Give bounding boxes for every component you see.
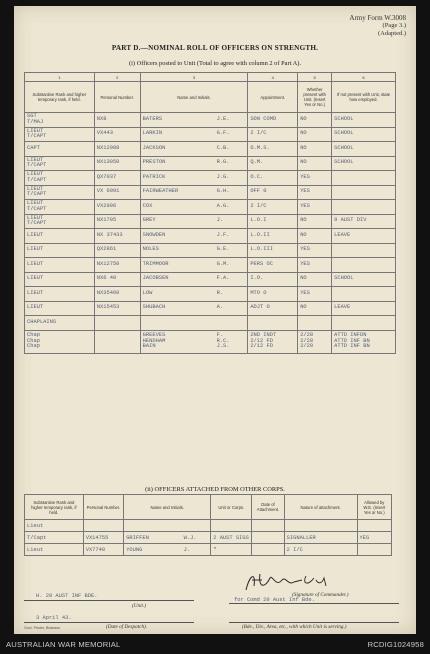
- table-cell: NX6 40: [94, 272, 140, 287]
- table-cell: SCHOOL: [332, 113, 396, 128]
- officer-initials: J.G.: [216, 173, 230, 180]
- table-row: [25, 316, 396, 331]
- table-cell: YES: [298, 171, 332, 186]
- table-row: [25, 142, 396, 157]
- column-header-number: Personal Number.: [94, 82, 140, 113]
- table-row: [25, 287, 396, 302]
- where-serving-label: (Bde., Div., Area, etc., with which Unit is serving.): [242, 624, 347, 630]
- footer-archive-name: AUSTRALIAN WAR MEMORIAL: [6, 640, 121, 649]
- table-cell: VX7740: [83, 544, 123, 556]
- section-heading-posted: (i) Officers posted to Unit (Total to agree with column 2 of Part A).: [129, 60, 301, 67]
- officers-table-body: [25, 113, 396, 354]
- column-header-row: [25, 495, 392, 520]
- footer-record-id: RCDIG1024958: [367, 640, 424, 649]
- officer-name: GREY: [142, 217, 156, 224]
- table-cell: T/Capt: [25, 532, 84, 544]
- table-row: [25, 156, 396, 171]
- officer-initials: J.: [216, 217, 224, 224]
- table-cell: LEAVE: [332, 301, 396, 316]
- column-header-rank: Substantive Rank and higher temporary rank, if held.: [25, 82, 95, 113]
- table-cell: [332, 316, 396, 331]
- page-title: PART D.—NOMINAL ROLL OF OFFICERS ON STRENGTH.: [111, 44, 319, 52]
- column-header-row: [25, 82, 396, 113]
- column-number: 1: [25, 73, 95, 82]
- table-row: [25, 272, 396, 287]
- table-cell: [140, 272, 248, 287]
- table-cell: [140, 301, 248, 316]
- table-cell: [248, 316, 298, 331]
- table-cell: MTO O: [248, 287, 298, 302]
- table-row: [25, 258, 396, 273]
- table-cell: NX1795: [94, 214, 140, 229]
- table-cell: [357, 520, 391, 532]
- table-cell: NX12088: [94, 142, 140, 157]
- table-cell: NX35460: [94, 287, 140, 302]
- table-row: [25, 532, 392, 544]
- table-cell: NX12750: [94, 258, 140, 273]
- officer-name: BATERS: [142, 115, 163, 122]
- attached-table-body: [25, 520, 392, 556]
- table-cell: O.M.S.: [248, 142, 298, 157]
- table-cell: [140, 316, 248, 331]
- table-cell: YES: [298, 258, 332, 273]
- officer-name: SNOWDEN: [142, 231, 166, 238]
- column-number: 6: [332, 73, 396, 82]
- table-cell: O.C.: [248, 171, 298, 186]
- table-cell: Chap Chap Chap: [25, 330, 95, 353]
- officer-initials: F. R.C. J.S.: [216, 332, 230, 350]
- table-cell: [332, 200, 396, 215]
- column-header-employed: If not present with Unit, state how employed.: [332, 82, 396, 113]
- column-header-number: Personal Number.: [83, 495, 123, 520]
- table-cell: NO: [298, 142, 332, 157]
- table-cell: I.O.: [248, 272, 298, 287]
- officer-initials: G.F.: [216, 130, 230, 137]
- table-cell: NX13050: [94, 156, 140, 171]
- table-row: [25, 229, 396, 244]
- officer-name: LARKIN: [142, 130, 163, 137]
- table-cell: SIGNALLER: [284, 532, 357, 544]
- table-cell: L.O.III: [248, 243, 298, 258]
- form-page: [14, 6, 416, 634]
- column-number: 4: [248, 73, 298, 82]
- column-header-nature: Nature of attachment.: [284, 495, 357, 520]
- table-cell: Lieut: [25, 520, 84, 532]
- officer-name: TRIMMOOR: [142, 260, 169, 267]
- table-cell: NX15453: [94, 301, 140, 316]
- table-cell: [332, 258, 396, 273]
- table-cell: [284, 520, 357, 532]
- table-cell: YES: [298, 287, 332, 302]
- column-header-present: Whether present with Unit. (Insert Yes or No.): [298, 82, 332, 113]
- table-cell: QX2861: [94, 243, 140, 258]
- table-cell: NO: [298, 156, 332, 171]
- table-cell: NX 37433: [94, 229, 140, 244]
- officer-name: SHUBACH: [142, 304, 166, 311]
- table-cell: [124, 520, 211, 532]
- attached-officers-table: [24, 494, 392, 556]
- table-cell: [140, 258, 248, 273]
- table-cell: SON COMD: [248, 113, 298, 128]
- officer-name: FAIRWEATHER: [142, 188, 179, 195]
- table-cell: 2 I/C: [248, 127, 298, 142]
- table-cell: SCHOOL: [332, 156, 396, 171]
- column-header-date: Date of Attachment.: [252, 495, 284, 520]
- column-number: 2: [94, 73, 140, 82]
- table-cell: SCHOOL: [332, 142, 396, 157]
- table-cell: L.O.I: [248, 214, 298, 229]
- table-cell: Q.M.: [248, 156, 298, 171]
- table-cell: SCHOOL: [332, 127, 396, 142]
- table-row: [25, 127, 396, 142]
- table-cell: 2 I/C: [284, 544, 357, 556]
- table-cell: Lieut: [25, 544, 84, 556]
- table-cell: VX2006: [94, 200, 140, 215]
- table-cell: ATTD INFDN ATTD INF BN ATTD INF BN: [332, 330, 396, 353]
- commander-value: for Comd 20 Aust Inf Bde.: [234, 597, 315, 603]
- table-cell: [140, 171, 248, 186]
- officers-on-strength-table: [24, 72, 396, 354]
- table-cell: VX443: [94, 127, 140, 142]
- table-row: [25, 330, 396, 353]
- officer-name: YOUNG: [126, 546, 143, 553]
- table-cell: NO: [298, 301, 332, 316]
- unit-label: (Unit.): [132, 603, 146, 609]
- officer-name: GREEVES HENDHAM BAIN: [142, 332, 166, 350]
- table-cell: [140, 113, 248, 128]
- table-cell: CAPT: [25, 142, 95, 157]
- table-cell: PERS OC: [248, 258, 298, 273]
- column-header-name: Name and Initials.: [140, 82, 248, 113]
- table-cell: ADJT O: [248, 301, 298, 316]
- officer-name: NOLES: [142, 246, 159, 253]
- officer-name: LOW: [142, 289, 153, 296]
- table-cell: VX 6091: [94, 185, 140, 200]
- table-cell: OFF 0: [248, 185, 298, 200]
- table-cell: YES: [298, 200, 332, 215]
- table-cell: [140, 243, 248, 258]
- column-header-rank: Substantive Rank and higher temporary rank, if held.: [25, 495, 84, 520]
- table-cell: [94, 330, 140, 353]
- table-cell: 2ND INDT 2/12 FD 2/12 FD: [248, 330, 298, 353]
- officer-initials: R.G.: [216, 159, 230, 166]
- table-row: [25, 544, 392, 556]
- table-row: [25, 243, 396, 258]
- despatch-date-label: (Date of Despatch).: [106, 624, 148, 630]
- table-cell: [140, 142, 248, 157]
- table-cell: [140, 229, 248, 244]
- officer-name: COX: [142, 202, 153, 209]
- table-cell: LIEUT T/CAPT: [25, 156, 95, 171]
- column-number: 5: [298, 73, 332, 82]
- table-cell: LIEUT: [25, 229, 95, 244]
- table-cell: 2 AUST SIGS: [211, 532, 252, 544]
- officer-name: PATRICK: [142, 173, 166, 180]
- table-cell: LIEUT T/CAPT: [25, 127, 95, 142]
- unit-line: [24, 600, 194, 601]
- table-cell: [332, 287, 396, 302]
- officer-initials: W.J.: [183, 534, 197, 541]
- table-cell: [332, 171, 396, 186]
- officer-initials: G.H.: [216, 188, 230, 195]
- table-cell: [124, 544, 211, 556]
- officer-initials: G.M.: [216, 260, 230, 267]
- table-cell: [94, 316, 140, 331]
- table-cell: [332, 185, 396, 200]
- table-cell: [332, 243, 396, 258]
- officer-name: JACKSON: [142, 144, 166, 151]
- table-cell: [140, 127, 248, 142]
- table-cell: VX14755: [83, 532, 123, 544]
- table-cell: NO: [298, 113, 332, 128]
- table-cell: LIEUT: [25, 287, 95, 302]
- table-cell: NX8: [94, 113, 140, 128]
- table-cell: [140, 287, 248, 302]
- section-heading-attached: (ii) OFFICERS ATTACHED FROM OTHER CORPS.: [145, 486, 285, 493]
- table-cell: LEAVE: [332, 229, 396, 244]
- table-cell: [252, 544, 284, 556]
- table-cell: ": [211, 544, 252, 556]
- officer-initials: F.A.: [216, 275, 230, 282]
- officer-initials: J.: [183, 546, 191, 553]
- table-cell: LIEUT: [25, 301, 95, 316]
- column-header-unit: Unit or Corps.: [211, 495, 252, 520]
- table-cell: CHAPLAINS: [25, 316, 95, 331]
- table-cell: YES: [357, 532, 391, 544]
- table-cell: [83, 520, 123, 532]
- table-cell: NO: [298, 214, 332, 229]
- table-cell: YES: [298, 185, 332, 200]
- officer-initials: A.G.: [216, 202, 230, 209]
- table-cell: [211, 520, 252, 532]
- officer-name: JACOBSEN: [142, 275, 169, 282]
- table-cell: [140, 156, 248, 171]
- table-cell: QX7037: [94, 171, 140, 186]
- table-cell: [140, 185, 248, 200]
- unit-value: H. 20 AUST INF BDE.: [36, 593, 98, 599]
- table-row: [25, 113, 396, 128]
- table-cell: [140, 330, 248, 353]
- table-cell: 9 AUST DIV: [332, 214, 396, 229]
- commander-line: [229, 603, 399, 604]
- table-row: [25, 185, 396, 200]
- table-cell: NO: [298, 127, 332, 142]
- table-cell: LIEUT: [25, 258, 95, 273]
- column-header-name: Name and Initials.: [124, 495, 211, 520]
- table-cell: [298, 316, 332, 331]
- where-line: [229, 622, 399, 623]
- column-number: 3: [140, 73, 248, 82]
- commander-label: (Signature of Commander.): [292, 592, 349, 598]
- table-row: [25, 200, 396, 215]
- table-cell: [252, 532, 284, 544]
- table-cell: [140, 200, 248, 215]
- table-cell: NO: [298, 229, 332, 244]
- printer-imprint: Govt. Printer, Brisbane.: [24, 626, 62, 630]
- column-number-row: [25, 73, 396, 82]
- table-row: [25, 301, 396, 316]
- officer-name: PRESTON: [142, 159, 166, 166]
- table-cell: LIEUT T/CAPT: [25, 185, 95, 200]
- table-row: [25, 171, 396, 186]
- table-cell: 2/28 2/28 2/28: [298, 330, 332, 353]
- form-page-number: (Page 3.): [382, 22, 406, 29]
- table-cell: SGT T/MAJ: [25, 113, 95, 128]
- column-header-appointment: Appointment.: [248, 82, 298, 113]
- table-cell: [252, 520, 284, 532]
- table-cell: L.O.II: [248, 229, 298, 244]
- column-header-allowed: Allowed by W.E. (Insert Yes or No.): [357, 495, 391, 520]
- officer-initials: G.E.: [216, 246, 230, 253]
- table-cell: LIEUT T/CAPT: [25, 171, 95, 186]
- table-cell: [140, 214, 248, 229]
- officer-name: GRIFFEN: [126, 534, 149, 541]
- table-row: [25, 520, 392, 532]
- table-cell: LIEUT: [25, 243, 95, 258]
- table-cell: 2 I/C: [248, 200, 298, 215]
- table-cell: YES: [298, 243, 332, 258]
- table-cell: SCHOOL: [332, 272, 396, 287]
- table-cell: LIEUT T/CAPT: [25, 214, 95, 229]
- table-cell: LIEUT T/CAPT: [25, 200, 95, 215]
- date-line: [24, 622, 194, 623]
- officer-initials: A.: [216, 304, 224, 311]
- form-header: [349, 14, 406, 38]
- form-adapted-note: (Adapted.): [378, 30, 406, 37]
- table-row: [25, 214, 396, 229]
- officer-initials: R.: [216, 289, 224, 296]
- officer-initials: J.F.: [216, 231, 230, 238]
- table-cell: [357, 544, 391, 556]
- officer-initials: J.E.: [216, 115, 230, 122]
- table-cell: LIEUT: [25, 272, 95, 287]
- table-cell: [124, 532, 211, 544]
- table-cell: NO: [298, 272, 332, 287]
- officer-initials: C.B.: [216, 144, 230, 151]
- form-number: Army Form W.3008: [349, 14, 406, 22]
- despatch-date-value: 3 April 43.: [36, 615, 72, 621]
